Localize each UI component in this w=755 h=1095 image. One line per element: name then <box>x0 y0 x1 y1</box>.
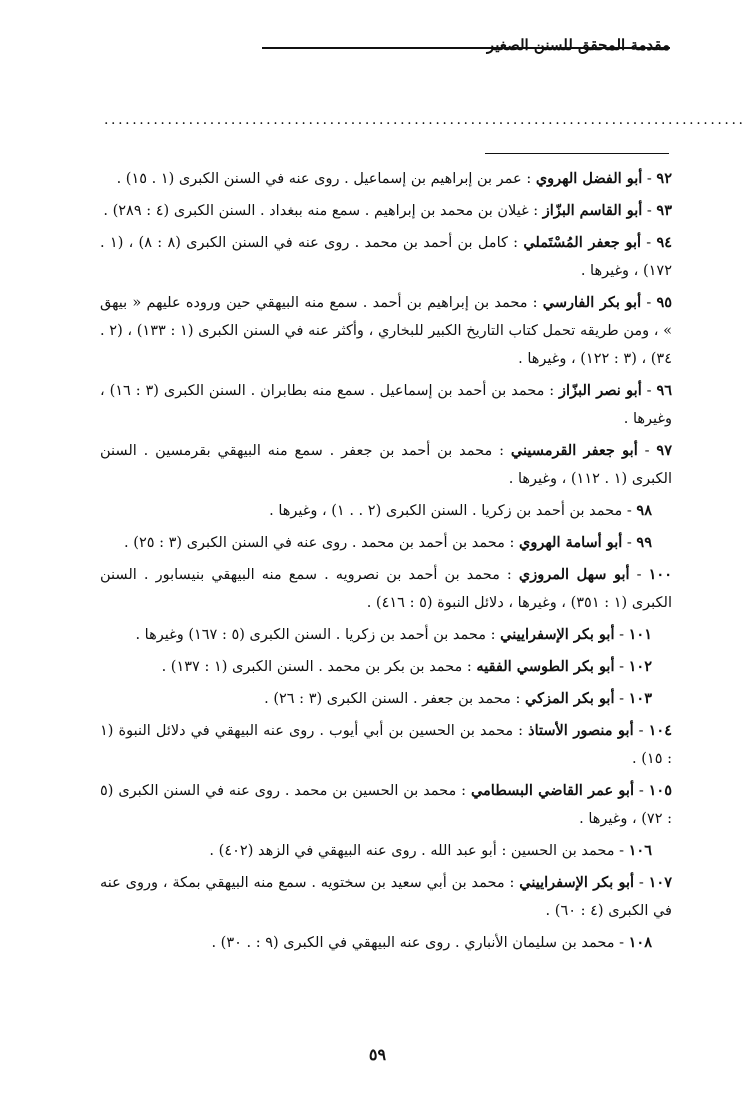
entry-item: ٩٩ - أبو أسامة الهروي : محمد بن أحمد بن محمد . روى عنه في السنن الكبرى (٣ : ٢٥) . <box>124 534 652 551</box>
entry-item: ٩٤ - أبو جعفر المُسْتَملي : كامل بن أحمد بن محمد . روى عنه في السنن الكبرى (٨ : ٨) ، (١ . ١٧٢) ، وغيرها . <box>100 234 673 279</box>
entry-name: أبو أسامة الهروي <box>519 534 623 551</box>
entry-number: ٩٩ <box>636 534 652 551</box>
entry-item: ١٠٥ - أبو عمر القاضي البسطامي : محمد بن الحسين بن محمد . روى عنه في السنن الكبرى (٥ : ٧٢) ، وغيرها . <box>100 782 672 827</box>
entry-item: ١٠٦ - محمد بن الحسين : أبو عبد الله . روى عنه البيهقي في الزهد (٤٠٢) . <box>209 842 652 859</box>
entry-text: : كامل بن أحمد بن محمد . روى عنه في السنن الكبرى (٨ : ٨) ، (١ . ١٧٢) ، وغيرها . <box>100 235 672 279</box>
entry-text: محمد بن الحسين : أبو عبد الله . روى عنه البيهقي في الزهد (٤٠٢) . <box>209 843 615 859</box>
entry-name: أبو القاسم البزّاز <box>542 202 643 219</box>
entry-number: ١٠١ <box>628 626 652 643</box>
entry-number: ١٠٨ <box>628 934 652 951</box>
entry-item: ١٠٢ - أبو بكر الطوسي الفقيه : محمد بن بكر بن محمد . السنن الكبرى (١ : ١٣٧) . <box>161 658 652 675</box>
entry-name: أبو جعفر القرمسيني <box>510 442 638 459</box>
entry-number: ٩٤ <box>656 234 673 251</box>
omission-dotted-line: ........................................................................................... <box>104 112 746 128</box>
entry-text: : محمد بن بكر بن محمد . السنن الكبرى (١ : ١٣٧) . <box>161 659 472 675</box>
entry-name: أبو بكر الطوسي الفقيه <box>476 658 615 675</box>
entry-text: : محمد بن أحمد بن إسماعيل . سمع منه بطابران . السنن الكبرى (٣ : ١٦) ، وغيرها . <box>100 383 672 427</box>
entries-list <box>100 165 672 961</box>
entry-name: أبو بكر الفارسي <box>542 294 642 311</box>
entry-text: محمد بن سليمان الأنباري . روى عنه البيهقي في الكبرى (٩ : . ٣٠) . <box>211 935 615 951</box>
entry-name: أبو بكر المزكي <box>524 690 615 707</box>
entry-number: ٩٥ <box>656 294 673 311</box>
entry-text: : محمد بن إبراهيم بن أحمد . سمع منه البيهقي حين وروده عليهم « بيهق » ، ومن طريقه تحمل كتاب التاريخ الكبير للبخاري ، وأكثر عنه في السنن الكبرى (١ : ١٣٣) ، (٢ . ٣٤) ، (٣ : ١٢٢) ، وغيرها . <box>100 295 673 367</box>
entry-name: أبو منصور الأستاذ <box>528 722 634 739</box>
entry-text: : محمد بن أحمد بن زكريا . السنن الكبرى (٥ : ١٦٧) وغيرها . <box>135 627 496 643</box>
entry-text: : محمد بن أحمد بن محمد . روى عنه في السنن الكبرى (٣ : ٢٥) . <box>124 535 515 551</box>
entry-number: ١٠٥ <box>648 782 672 799</box>
entry-name: أبو سهل المروزي <box>518 566 630 583</box>
entry-number: ٩٢ <box>656 170 672 187</box>
entry-name: أبو عمر القاضي البسطامي <box>470 782 634 799</box>
entry-item: ١٠٠ - أبو سهل المروزي : محمد بن أحمد بن نصرويه . سمع منه البيهقي بنيسابور . السنن الكبرى (١ : ٣٥١) ، وغيرها ، دلائل النبوة (٥ : ٤١٦) . <box>100 566 672 611</box>
entry-number: ٩٣ <box>656 202 672 219</box>
entry-item: ١٠٤ - أبو منصور الأستاذ : محمد بن الحسين بن أبي أيوب . روى عنه البيهقي في دلائل النبوة (١ : ١٥) . <box>100 722 673 767</box>
entry-text: : غيلان بن محمد بن إبراهيم . سمع منه ببغداد . السنن الكبرى (٤ : ٢٨٩) . <box>103 203 539 219</box>
entry-text: : محمد بن الحسين بن أبي أيوب . روى عنه البيهقي في دلائل النبوة (١ : ١٥) . <box>100 723 672 767</box>
entry-text: : محمد بن أحمد بن جعفر . سمع منه البيهقي بقرمسين . السنن الكبرى (١ . ١١٢) ، وغيرها . <box>100 443 672 487</box>
entry-text: : محمد بن الحسين بن محمد . روى عنه في السنن الكبرى (٥ : ٧٢) ، وغيرها . <box>100 783 672 827</box>
entry-number: ٩٧ <box>656 442 672 459</box>
entry-item: ١٠٣ - أبو بكر المزكي : محمد بن جعفر . السنن الكبرى (٣ : ٢٦) . <box>264 690 652 707</box>
entry-item: ٩٣ - أبو القاسم البزّاز : غيلان بن محمد بن إبراهيم . سمع منه ببغداد . السنن الكبرى (٤ : ٢٨٩) . <box>103 202 672 219</box>
entry-item: ١٠٧ - أبو بكر الإسفراييني : محمد بن أبي سعيد بن سختويه . سمع منه البيهقي بمكة ، وروى عنه في الكبرى (٤ : ٦٠) . <box>100 874 673 919</box>
entry-name: أبو بكر الإسفراييني <box>500 626 615 643</box>
entry-item: ١٠١ - أبو بكر الإسفراييني : محمد بن أحمد بن زكريا . السنن الكبرى (٥ : ١٦٧) وغيرها . <box>135 626 652 643</box>
entry-text: : محمد بن جعفر . السنن الكبرى (٣ : ٢٦) . <box>264 691 521 707</box>
entry-item: ٩٧ - أبو جعفر القرمسيني : محمد بن أحمد بن جعفر . سمع منه البيهقي بقرمسين . السنن الكبرى (١ . ١١٢) ، وغيرها . <box>100 442 672 487</box>
entry-item: ٩٢ - أبو الفضل الهروي : عمر بن إبراهيم بن إسماعيل . روى عنه في السنن الكبرى (١ . ١٥) . <box>116 170 672 187</box>
header-title: مقدمة المحقق للسنن الصغير <box>486 36 670 54</box>
entry-name: أبو الفضل الهروي <box>535 170 643 187</box>
entry-number: ١٠٣ <box>628 690 652 707</box>
entry-name: أبو جعفر المُسْتَملي <box>523 234 642 251</box>
entry-name: أبو بكر الإسفراييني <box>519 874 635 891</box>
entry-text: محمد بن أحمد بن زكريا . السنن الكبرى (٢ . . ١) ، وغيرها . <box>269 503 623 519</box>
entry-item: ٩٦ - أبو نصر البزّاز : محمد بن أحمد بن إسماعيل . سمع منه بطابران . السنن الكبرى (٣ : ١٦) ، وغيرها . <box>100 382 673 427</box>
header-rule <box>262 47 670 49</box>
entry-item: ١٠٨ - محمد بن سليمان الأنباري . روى عنه البيهقي في الكبرى (٩ : . ٣٠) . <box>211 934 652 951</box>
entry-name: أبو نصر البزّاز <box>559 382 642 399</box>
entry-number: ١٠٢ <box>628 658 652 675</box>
entry-item: ٩٨ - محمد بن أحمد بن زكريا . السنن الكبرى (٢ . . ١) ، وغيرها . <box>269 502 652 519</box>
section-separator <box>485 153 669 154</box>
entry-text: : محمد بن أبي سعيد بن سختويه . سمع منه البيهقي بمكة ، وروى عنه في الكبرى (٤ : ٦٠) . <box>100 875 672 919</box>
entry-number: ٩٦ <box>656 382 673 399</box>
entry-text: : محمد بن أحمد بن نصرويه . سمع منه البيهقي بنيسابور . السنن الكبرى (١ : ٣٥١) ، وغيرها ، دلائل النبوة (٥ : ٤١٦) . <box>100 567 672 611</box>
entry-item: ٩٥ - أبو بكر الفارسي : محمد بن إبراهيم بن أحمد . سمع منه البيهقي حين وروده عليهم « بيهق » ، ومن طريقه تحمل كتاب التاريخ الكبير للبخاري ، وأكثر عنه في السنن الكبرى (١ : ١٣٣) ، (٢ . ٣٤) ، (٣ : ١٢٢) ، وغيرها . <box>100 294 673 367</box>
page-number: ٥٩ <box>368 1045 387 1064</box>
entry-number: ١٠٧ <box>648 874 673 891</box>
entry-number: ٩٨ <box>636 502 652 519</box>
entry-number: ١٠٤ <box>648 722 673 739</box>
entry-text: : عمر بن إبراهيم بن إسماعيل . روى عنه في السنن الكبرى (١ . ١٥) . <box>116 171 532 187</box>
entry-number: ١٠٦ <box>628 842 652 859</box>
entry-number: ١٠٠ <box>648 566 672 583</box>
